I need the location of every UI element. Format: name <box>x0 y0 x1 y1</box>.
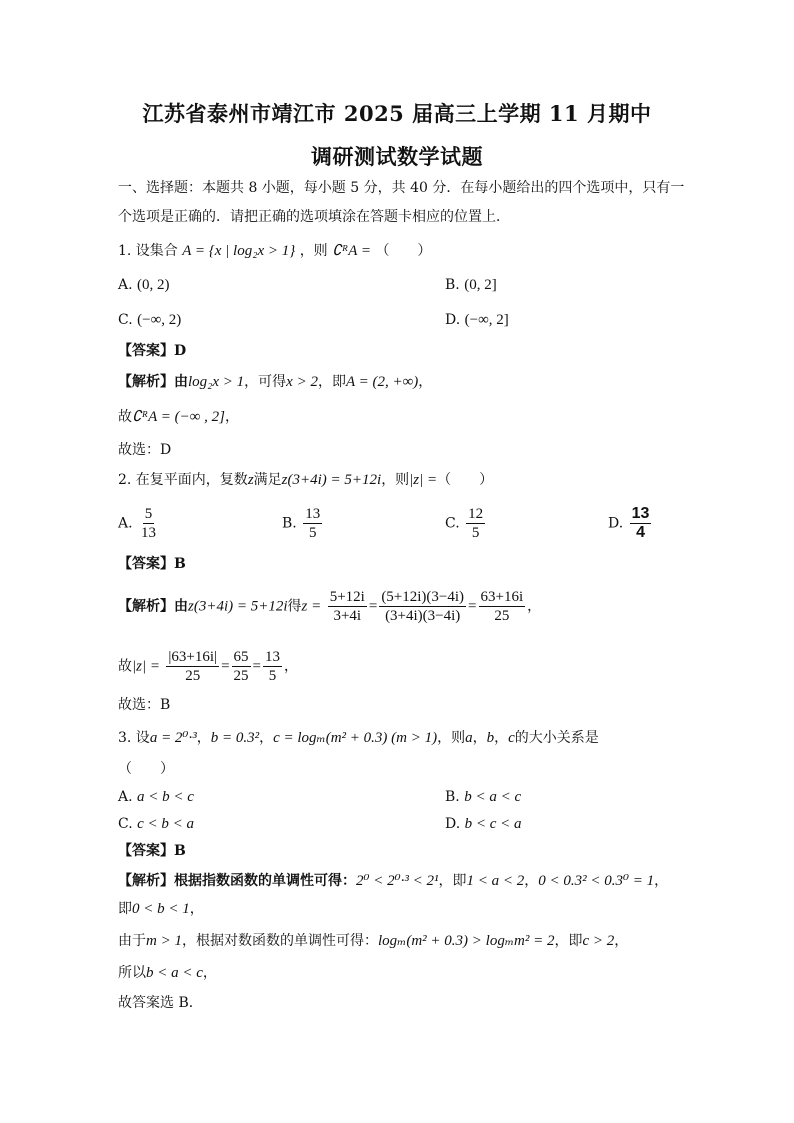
q1-solution-expr-1: log₂x > 1 <box>188 374 245 390</box>
q3-sol1-mid: ，即 <box>438 873 467 889</box>
title-line-1: 江苏省泰州市靖江市 2025 届高三上学期 11 月期中 <box>142 101 652 126</box>
q3-var-a: a <box>465 730 473 746</box>
q1-option-b-value: (0, 2] <box>464 277 497 293</box>
q2-option-a <box>118 505 160 542</box>
q2-f1-den: 3+4i <box>333 608 362 624</box>
q3-sep-4: ， <box>494 730 509 746</box>
q2-f3-num: 63+16i <box>480 589 524 605</box>
q3-sep-3: ， <box>472 730 487 746</box>
q3-sep-1: ， <box>196 730 211 746</box>
q1-option-a-label: A. <box>118 277 133 293</box>
q1-solution-expr-2: x > 2 <box>286 374 318 390</box>
q3-option-d-label: D. <box>445 816 461 832</box>
q2-eq-sign-4: = <box>252 658 261 675</box>
q2-option-b-den: 5 <box>308 525 317 541</box>
section-heading-line-2: 个选项是正确的．请把正确的选项填涂在答题卡相应的位置上． <box>118 209 510 225</box>
q3-option-d-value: b < c < a <box>464 816 522 832</box>
q3-a-def: a = 2⁰·³ <box>149 730 197 746</box>
q2-solution-label: 【解析】由 <box>118 598 188 615</box>
q1-option-d <box>445 310 509 330</box>
q3-c-def: c = logₘ(m² + 0.3) (m > 1) <box>273 730 438 746</box>
q2-stem <box>118 470 493 490</box>
q3-sol3-expr2: logₘ(m² + 0.3) > logₘm² = 2 <box>377 933 555 949</box>
section-heading-line-1: 一、选择题：本题共 8 小题，每小题 5 分，共 40 分．在每小题给出的四个选项中，只有一 <box>118 180 685 196</box>
q2-mid2: ，则 <box>381 472 410 488</box>
q3-option-c <box>118 814 194 834</box>
q2-f3-den: 25 <box>494 608 510 624</box>
q1-prefix: 1. 设集合 <box>118 243 178 259</box>
q1-option-c-value: (−∞, 2) <box>137 312 182 328</box>
q2-option-c <box>445 505 487 542</box>
q2-option-d-num: 13 <box>631 505 650 522</box>
q3-sol1-expr3: 0 < 0.3² < 0.3⁰ = 1 <box>538 873 655 889</box>
q3-tail: 的大小关系是 <box>514 730 599 746</box>
q3-stem <box>118 728 599 748</box>
q2-solution-2-absz: |z| = <box>132 658 160 675</box>
q1-paren: （ ） <box>375 243 432 259</box>
q2-z: z <box>247 472 254 488</box>
q2-option-a-num: 5 <box>144 506 153 522</box>
q2-option-d <box>608 505 653 542</box>
q2-abs-z: |z| = <box>409 472 438 488</box>
q1-solution-line-2 <box>118 407 239 427</box>
q2-equation: z(3+4i) = 5+12i <box>281 472 382 488</box>
q2-g3-den: 5 <box>268 668 277 684</box>
q3-sol4-label: 所以 <box>118 965 146 981</box>
q2-f2-num: (5+12i)(3−4i) <box>381 589 465 605</box>
q2-eq-sign-2: = <box>468 598 477 615</box>
q3-sol3-expr: m > 1 <box>146 933 182 949</box>
q2-option-a-label: A. <box>118 515 133 532</box>
q2-mid: 满足 <box>253 472 282 488</box>
q3-option-c-value: c < b < a <box>137 816 195 832</box>
q2-solution-line-2 <box>118 648 298 685</box>
q3-option-b-label: B. <box>445 789 460 805</box>
q2-choose: 故选：B <box>118 697 171 713</box>
q3-b-def: b = 0.3² <box>210 730 260 746</box>
q3-sol1-end: ， <box>654 873 669 889</box>
q1-option-c <box>118 310 181 330</box>
q2-g2-den: 25 <box>233 668 249 684</box>
q2-option-a-den: 13 <box>141 525 157 541</box>
q1-option-a <box>118 275 170 295</box>
q3-var-b: b <box>486 730 495 746</box>
q3-answer: 【答案】B <box>118 843 186 859</box>
q2-solution-2-label: 故 <box>118 658 132 675</box>
q1-solution-text-2: ，即 <box>317 374 346 390</box>
q3-mid: ，则 <box>437 730 466 746</box>
q1-option-d-label: D. <box>445 312 461 328</box>
q1-option-b <box>445 275 497 295</box>
q2-option-b-label: B. <box>282 515 297 532</box>
q1-set: A = {x | log₂x > 1} <box>182 243 296 259</box>
q3-sol3-mid2: ，即 <box>554 933 583 949</box>
q2-solution-z: z = <box>301 598 322 615</box>
q2-f1-num: 5+12i <box>329 589 365 605</box>
q2-option-d-label: D. <box>608 515 624 532</box>
q3-option-b-value: b < a < c <box>464 789 522 805</box>
q3-sol4-end: ， <box>202 965 217 981</box>
q2-paren: （ ） <box>437 472 494 488</box>
q2-g3-num: 13 <box>265 649 280 665</box>
q3-option-a-label: A. <box>118 789 133 805</box>
q2-g2-num: 65 <box>233 649 249 665</box>
q1-complement: ∁ᴿA = <box>332 243 371 259</box>
q3-sol1-expr: 2⁰ < 2⁰·³ < 2¹ <box>356 873 439 889</box>
q1-solution-line-1 <box>118 372 432 392</box>
q1-solution-2-expr: ∁ᴿA = (−∞ , 2] <box>132 409 225 425</box>
q2-solution-line-1 <box>118 588 541 625</box>
q3-sep-2: ， <box>259 730 274 746</box>
q3-sol3-mid: ，根据对数函数的单调性可得： <box>181 933 378 949</box>
title-line-2: 调研测试数学试题 <box>311 144 483 169</box>
q1-option-b-label: B. <box>445 277 460 293</box>
q1-option-a-value: (0, 2) <box>137 277 170 293</box>
q1-choose: 故选：D <box>118 442 172 458</box>
q3-sol2-end: ， <box>189 901 204 917</box>
q2-option-b-num: 13 <box>305 506 321 522</box>
q3-option-d <box>445 814 522 834</box>
q1-solution-text-3: ， <box>418 374 433 390</box>
q1-solution-label: 【解析】由 <box>118 374 188 390</box>
q3-option-c-label: C. <box>118 816 133 832</box>
q3-paren: （ ） <box>118 761 174 777</box>
q3-sol4-expr: b < a < c <box>146 965 203 981</box>
q3-sol3-expr3: c > 2 <box>582 933 615 949</box>
q3-option-b <box>445 787 521 807</box>
q3-solution-line-5: 故答案选 B． <box>118 995 203 1011</box>
q2-solution-2-end: ， <box>284 658 298 675</box>
q1-solution-2-label: 故 <box>118 409 132 425</box>
q3-solution-line-1 <box>118 871 668 891</box>
q2-g1-den: 25 <box>185 668 201 684</box>
q3-sol2-label: 即 <box>118 901 132 917</box>
q2-solution-end: ， <box>527 598 542 615</box>
q2-solution-de: 得 <box>287 598 302 615</box>
q3-solution-label: 【解析】根据指数函数的单调性可得： <box>118 873 356 889</box>
q3-prefix: 3. 设 <box>118 730 150 746</box>
q1-answer: 【答案】D <box>118 343 187 359</box>
q2-option-d-den: 4 <box>636 524 645 541</box>
q1-solution-text-1: ，可得 <box>244 374 287 390</box>
q1-solution-2-end: ， <box>224 409 239 425</box>
q3-sol1-expr2: 1 < a < 2 <box>466 873 525 889</box>
q2-g1-num: |63+16i| <box>168 649 218 665</box>
q2-eq-sign-3: = <box>221 658 230 675</box>
q3-option-a <box>118 787 194 807</box>
q3-sol2-expr: 0 < b < 1 <box>132 901 190 917</box>
q2-f2-den: (3+4i)(3−4i) <box>385 608 461 624</box>
q3-solution-line-2 <box>118 899 204 919</box>
q3-sol3-label: 由于 <box>118 933 146 949</box>
q2-answer: 【答案】B <box>118 556 186 572</box>
q2-solution-eq: z(3+4i) = 5+12i <box>188 598 288 615</box>
q2-option-c-num: 12 <box>468 506 484 522</box>
q1-option-c-label: C. <box>118 312 133 328</box>
q3-var-c: c <box>508 730 515 746</box>
q3-sol3-end: ， <box>614 933 629 949</box>
q1-option-d-value: (−∞, 2] <box>464 312 509 328</box>
q3-solution-line-3 <box>118 931 628 951</box>
q3-solution-line-4 <box>118 963 217 983</box>
q3-option-a-value: a < b < c <box>137 789 194 805</box>
q2-option-c-label: C. <box>445 515 460 532</box>
q3-sol1-sep: ， <box>524 873 539 889</box>
q1-mid: ，则 <box>299 243 328 259</box>
q2-prefix: 2. 在复平面内，复数 <box>118 472 248 488</box>
q1-stem <box>118 241 431 261</box>
q1-solution-expr-3: A = (2, +∞) <box>345 374 419 390</box>
q2-option-b <box>282 505 324 542</box>
q2-option-c-den: 5 <box>471 525 480 541</box>
q2-eq-sign-1: = <box>368 598 378 615</box>
